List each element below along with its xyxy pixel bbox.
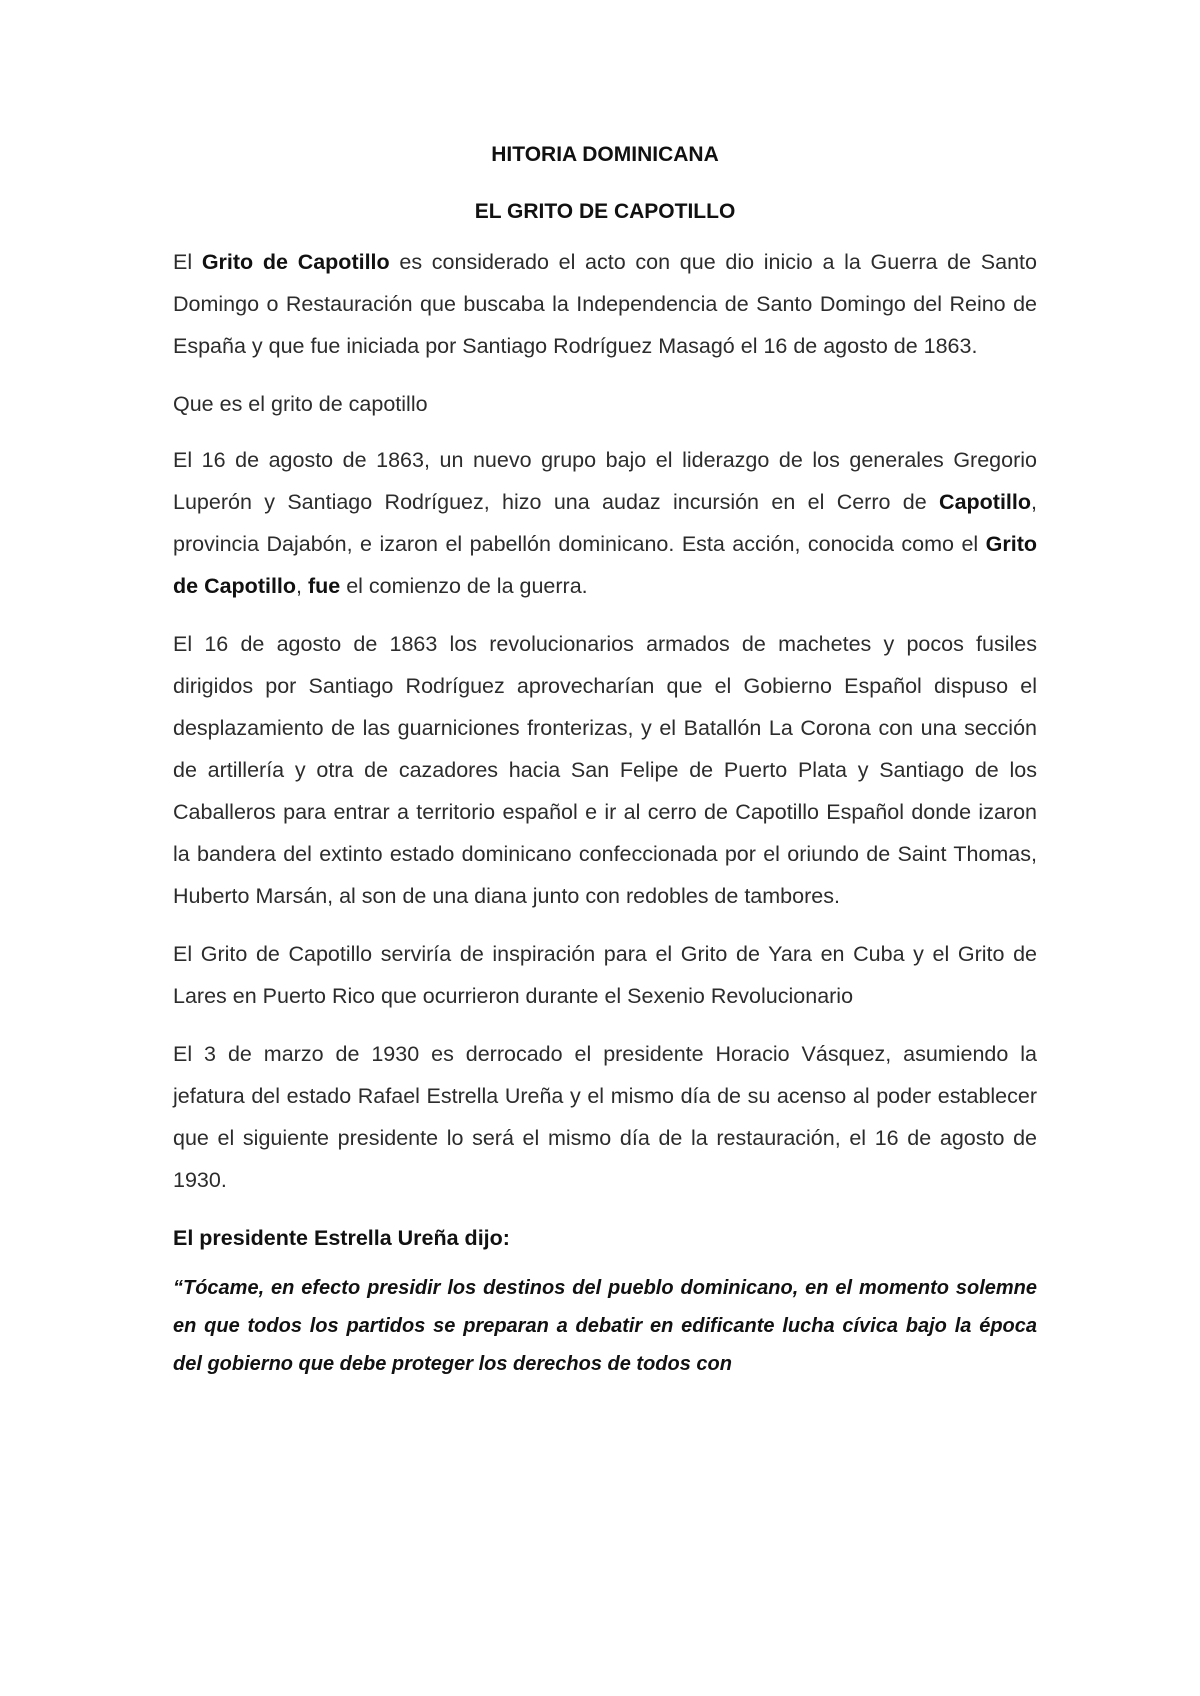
paragraph-intro xyxy=(173,241,1037,367)
text-run: el comienzo de la guerra. xyxy=(340,574,588,598)
text-run: El 16 de agosto de 1863, un nuevo grupo bajo el liderazgo de los generales Gregorio Luperón y Santiago Rodríguez, hizo una audaz incursión en el Cerro de xyxy=(173,448,1037,514)
text-run: , provincia Dajabón, e izaron el pabellón dominicano. Esta acción, conocida como el xyxy=(173,490,1037,556)
text-run: es considerado el acto con que dio inicio a la Guerra de Santo Domingo o Restauración que buscaba la Independencia de Santo Domingo del Reino de España y que fue iniciada por Santiago Rodríguez Masagó el 16 de agosto de 1863. xyxy=(173,250,1037,358)
paragraph-inspiration: El Grito de Capotillo serviría de inspiración para el Grito de Yara en Cuba y el Grito de Lares en Puerto Rico que ocurrieron durante el Sexenio Revolucionario xyxy=(173,942,1037,1008)
bold-run: Grito de Capotillo xyxy=(201,250,390,274)
paragraph-question: Que es el grito de capotillo xyxy=(173,392,428,416)
text-run: , xyxy=(296,574,308,598)
bold-run: Capotillo xyxy=(939,490,1032,514)
bold-run: Grito de Capotillo xyxy=(173,532,1037,598)
document-body xyxy=(173,140,1037,1383)
document-subtitle: EL GRITO DE CAPOTILLO xyxy=(474,200,736,223)
bold-run: fue xyxy=(307,574,341,598)
paragraph-1930: El 3 de marzo de 1930 es derrocado el presidente Horacio Vásquez, asumiendo la jefatura del estado Rafael Estrella Ureña y el mismo día de su acenso al poder establecer que el siguiente presidente lo será el mismo día de la restauración, el 16 de agosto de 1930. xyxy=(173,1042,1037,1192)
section-heading: El presidente Estrella Ureña dijo: xyxy=(173,1226,510,1250)
document-title: HITORIA DOMINICANA xyxy=(491,143,719,166)
paragraph-events: El 16 de agosto de 1863 los revolucionarios armados de machetes y pocos fusiles dirigidos por Santiago Rodríguez aprovecharían que el Gobierno Español dispuso el desplazamiento de las guarniciones fronterizas, y el Batallón La Corona con una sección de artillería y otra de cazadores hacia San Felipe de Puerto Plata y Santiago de los Caballeros para entrar a territorio español e ir al cerro de Capotillo Español donde izaron la bandera del extinto estado dominicano confeccionada por el oriundo de Saint Thomas, Huberto Marsán, al son de una diana junto con redobles de tambores. xyxy=(173,632,1037,908)
text-run: El xyxy=(173,250,202,274)
quote-text: “Tócame, en efecto presidir los destinos del pueblo dominicano, en el momento solemne en que todos los partidos se preparan a debatir en edificante lucha cívica bajo la época del gobierno que debe proteger los derechos de todos con xyxy=(173,1277,1037,1375)
paragraph-description xyxy=(173,439,1037,607)
